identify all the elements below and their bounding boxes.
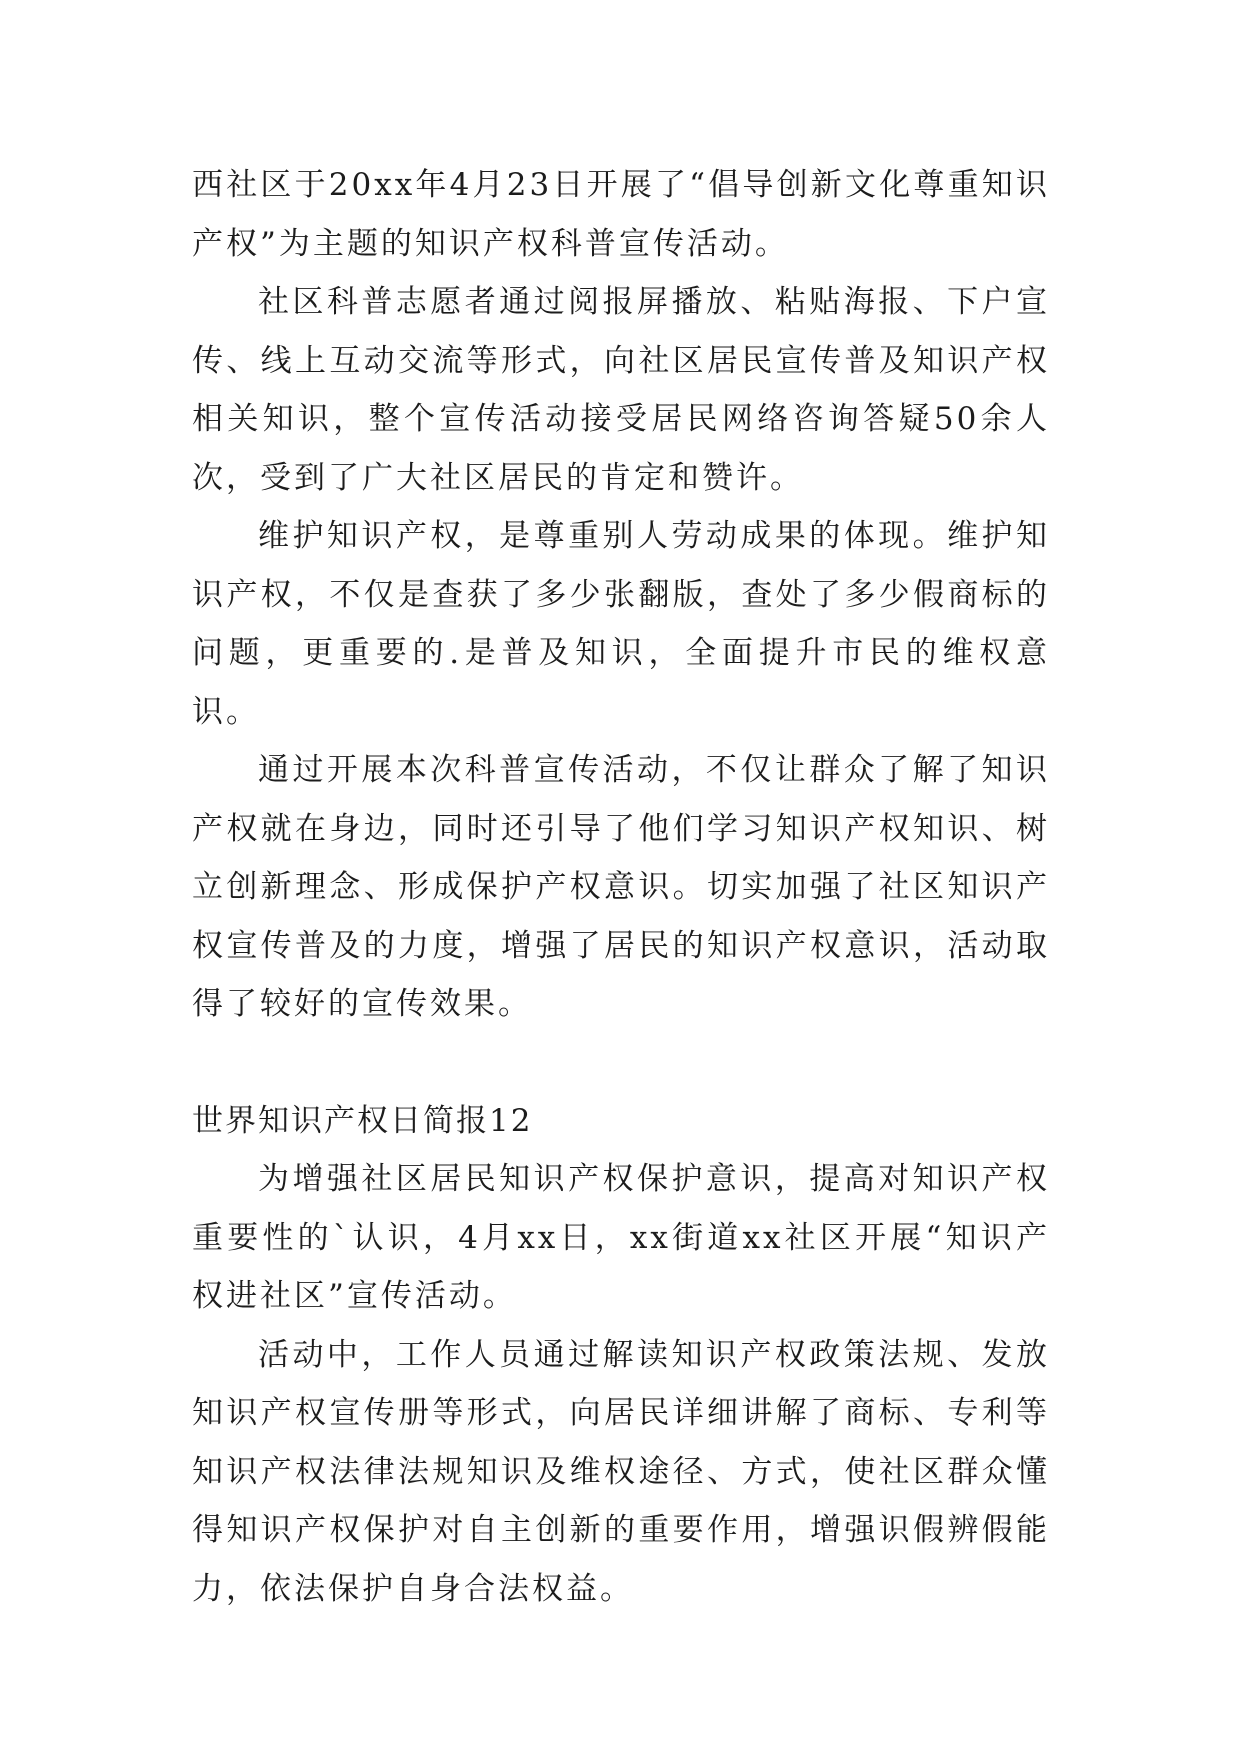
paragraph-continued: 西社区于20xx年4月23日开展了“倡导创新文化尊重知识产权”为主题的知识产权科普宣传活动。 [192,167,1050,262]
paragraph-protection: 维护知识产权，是尊重别人劳动成果的体现。维护知识产权，不仅是查获了多少张翻版，查处了多少假商标的问题，更重要的.是普及知识，全面提升市民的维权意识。 [192,518,1050,730]
document-page [192,156,1050,1618]
paragraph-event-details: 活动中，工作人员通过解读知识产权政策法规、发放知识产权宣传册等形式，向居民详细讲解了商标、专利等知识产权法律法规知识及维权途径、方式，使社区群众懂得知识产权保护对自主创新的重要作用，增强识假辨假能力，依法保护自身合法权益。 [192,1336,1050,1607]
paragraph-outcome: 通过开展本次科普宣传活动，不仅让群众了解了知识产权就在身边，同时还引导了他们学习知识产权知识、树立创新理念、形成保护产权意识。切实加强了社区知识产权宣传普及的力度，增强了居民的知识产权意识，活动取得了较好的宣传效果。 [192,752,1050,1022]
paragraph-volunteers: 社区科普志愿者通过阅报屏播放、粘贴海报、下户宣传、线上互动交流等形式，向社区居民宣传普及知识产权相关知识，整个宣传活动接受居民网络咨询答疑50余人次，受到了广大社区居民的肯定和赞许。 [192,284,1050,496]
section-heading: 世界知识产权日简报12 [192,1102,533,1139]
paragraph-event-intro: 为增强社区居民知识产权保护意识，提高对知识产权重要性的`认识，4月xx日，xx街道xx社区开展“知识产权进社区”宣传活动。 [192,1161,1050,1314]
